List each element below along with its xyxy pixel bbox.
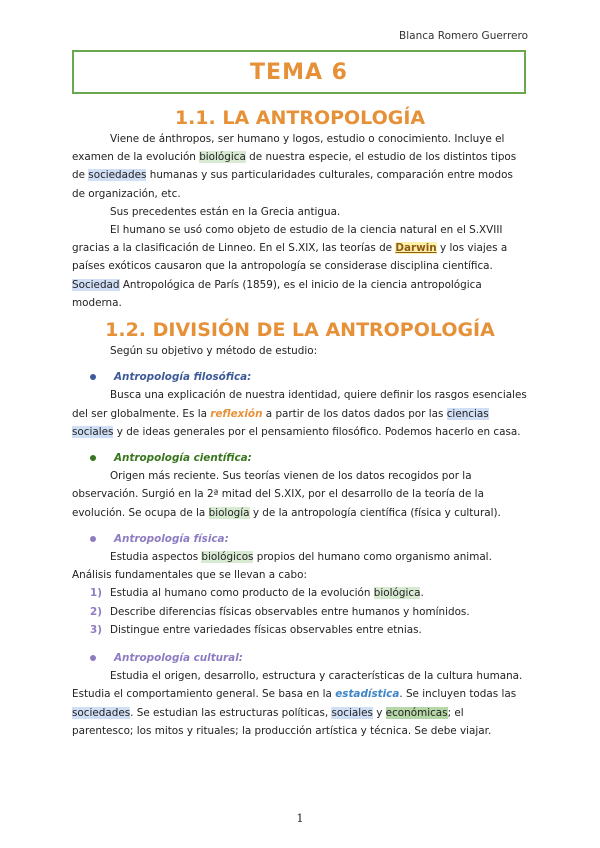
paragraph-cientifica: Origen más reciente. Sus teorías vienen de los datos recogidos por la observación. Surgió en la 2ª mitad del S.XIX, por el desarrollo de la teoría de la evolución. Se ocupa de la biología y de la antropología científica (física y cultural).: [72, 470, 501, 519]
section-heading-1: 1.1. LA ANTROPOLOGÍA: [174, 107, 426, 129]
paragraph-history: El humano se usó como objeto de estudio de la ciencia natural en el S.XVIII gracias a la clasificación de Linneo. En el S.XIX, las teorías de Darwin y los viajes a países exóticos causaron que la antropología se considerase disciplina científica. Sociedad Antropológica de París (1859), es el inicio de la ciencia antropológica moderna.: [72, 224, 508, 309]
list-item: 2) Describe diferencias físicas observables entre humanos y homínidos.: [90, 605, 470, 618]
page-title: TEMA 6: [250, 59, 348, 85]
subsection-title-fisica: Antropología física:: [114, 532, 229, 545]
author-name: Blanca Romero Guerrero: [399, 30, 528, 42]
paragraph-fisica: Estudia aspectos biológicos propios del humano como organismo animal. Análisis fundamentales que se llevan a cabo:: [72, 551, 492, 582]
title-box: [72, 50, 526, 94]
subsection-title-cientifica: Antropología científica:: [114, 452, 252, 465]
subsection-fisica: [72, 530, 528, 548]
highlight-darwin: Darwin: [395, 242, 437, 255]
section-heading-2: 1.2. DIVISIÓN DE LA ANTROPOLOGÍA: [105, 319, 495, 342]
paragraph-intro: Según su objetivo y método de estudio:: [110, 345, 318, 358]
list-item: 3) Distingue entre variedades físicas observables entre etnias.: [90, 623, 422, 636]
bullet-icon: [90, 455, 96, 461]
highlight-economicas: económicas: [385, 706, 448, 719]
highlight-ciencias: ciencias: [446, 407, 489, 420]
subsection-title-filosofica: Antropología filosófica:: [114, 371, 252, 384]
paragraph-precedentes: Sus precedentes están en la Grecia antigua.: [110, 205, 341, 218]
highlight-sociedad: Sociedad: [72, 278, 120, 291]
paragraph-cultural: Estudia el origen, desarrollo, estructura y características de la cultura humana. Estudia el comportamiento general. Se basa en la estadística. Se incluyen todas las sociedades. Se estudian las estructuras políticas, sociales y económicas; el parentesco; los mitos y rituales; la producción artística y técnica. Se debe viajar.: [72, 670, 523, 737]
highlight-sociedades-2: sociedades: [72, 706, 131, 719]
keyword-estadistica: estadística: [335, 688, 400, 701]
fisica-list: [72, 584, 528, 639]
highlight-biologica: biológica: [199, 151, 246, 164]
highlight-biologicos: biológicos: [201, 551, 254, 564]
highlight-sociales-2: sociales: [331, 706, 373, 719]
page-number: 1: [296, 812, 304, 825]
paragraph-definition: Viene de ánthropos, ser humano y logos, estudio o conocimiento. Incluye el examen de la evolución biológica de nuestra especie, el estudio de los distintos tipos de sociedades humanas y sus particularidades culturales, comparación entre modos de organización, etc.: [72, 133, 517, 200]
bullet-icon: [90, 536, 96, 542]
highlight-sociedades: sociedades: [88, 169, 147, 182]
subsection-title-cultural: Antropología cultural:: [114, 652, 243, 665]
bullet-icon: [90, 655, 96, 661]
highlight-biologica-2: biológica: [373, 587, 421, 600]
list-item: 1) Estudia al humano como producto de la evolución biológica.: [90, 587, 424, 600]
subsection-cultural: [72, 649, 528, 667]
subsection-cientifica: [72, 449, 528, 467]
bullet-icon: [90, 374, 96, 380]
keyword-reflexion: reflexión: [210, 407, 263, 420]
paragraph-filosofica: Busca una explicación de nuestra identidad, quiere definir los rasgos esenciales del ser globalmente. Es la reflexión a partir de los datos dados por las ciencias sociales y de ideas generales por el pensamiento filosófico. Podemos hacerlo en casa.: [72, 389, 527, 438]
highlight-biologia: biología: [208, 506, 250, 519]
subsection-filosofica: [72, 368, 528, 386]
document-body: [72, 106, 528, 740]
highlight-sociales: sociales: [72, 425, 114, 438]
